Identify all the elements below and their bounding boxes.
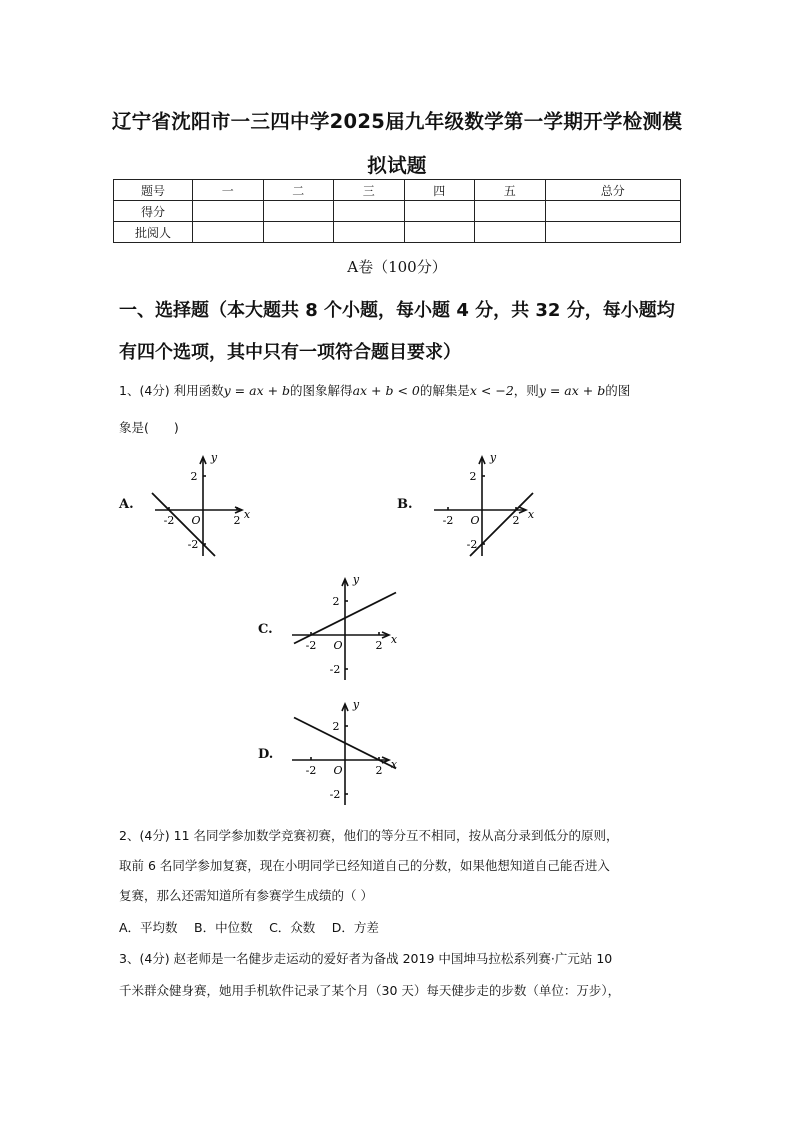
tick-label: 2: [375, 764, 383, 777]
tick-label: 2: [190, 470, 198, 483]
y-axis-label: y: [489, 451, 497, 464]
question-text: ，则: [513, 383, 539, 398]
section-heading-line2: 有四个选项，其中只有一项符合题目要求）: [119, 342, 461, 363]
function-line: [152, 493, 215, 556]
table-cell: 题号: [114, 180, 193, 201]
question-text: 1、(4分) 利用函数: [119, 383, 224, 398]
table-cell: [193, 201, 264, 222]
x-axis-label: x: [390, 633, 398, 646]
score-table: [113, 179, 681, 243]
table-cell: [475, 222, 546, 243]
tick-label: -2: [187, 538, 199, 551]
section-heading-line1: 一、选择题（本大题共 8 个小题，每小题 4 分，共 32 分，每小题均: [119, 300, 675, 321]
table-cell: [193, 222, 264, 243]
graph-option-d: [282, 697, 402, 809]
tick-label: 2: [332, 720, 340, 733]
tick-label: -2: [442, 514, 454, 527]
table-cell: 批阅人: [114, 222, 193, 243]
origin-label: O: [470, 514, 480, 527]
option-label-d: D.: [258, 747, 274, 762]
tick-label: 2: [512, 514, 520, 527]
question-2-options: A．平均数 B．中位数 C．众数 D．方差: [119, 920, 379, 935]
table-cell: [334, 201, 405, 222]
question-3-line1: 3、(4分) 赵老师是一名健步走运动的爱好者为备战 2019 中国坤马拉松系列赛·广元站 10: [119, 951, 613, 966]
table-cell: [545, 222, 681, 243]
question-2-line2: 取前 6 名同学参加复赛，现在小明同学已经知道自己的分数，如果他想知道自己能否进入: [119, 858, 610, 873]
y-axis-label: y: [210, 451, 218, 464]
x-axis-label: x: [527, 508, 535, 521]
tick-label: -2: [329, 788, 341, 801]
question-2-line1: 2、(4分) 11 名同学参加数学竞赛初赛，他们的等分互不相同，按从高分录到低分的原则，: [119, 828, 619, 843]
origin-label: O: [333, 764, 343, 777]
tick-label: 2: [469, 470, 477, 483]
table-cell: 一: [193, 180, 264, 201]
score-table-row: [114, 222, 681, 243]
table-cell: 五: [475, 180, 546, 201]
table-cell: [263, 222, 334, 243]
graph-option-b: [424, 450, 539, 560]
question-1-line2: 象是( ): [119, 420, 179, 435]
question-text: 的解集是: [419, 383, 470, 398]
paper-title-line2: 拟试题: [367, 154, 427, 177]
paper-a-heading: A卷（100分）: [347, 258, 447, 276]
x-axis-label: x: [390, 758, 398, 771]
graph-option-a: [145, 450, 255, 560]
tick-label: 2: [375, 639, 383, 652]
option-label-c: C.: [258, 622, 273, 637]
graph-option-c: [282, 572, 402, 684]
question-2-line3: 复赛，那么还需知道所有参赛学生成绩的（ ）: [119, 888, 373, 903]
math-expression: x < −2: [469, 383, 514, 398]
table-cell: [404, 201, 475, 222]
table-cell: 得分: [114, 201, 193, 222]
math-expression: ax + b < 0: [352, 383, 420, 398]
option-label-b: B.: [397, 497, 413, 512]
table-cell: [545, 201, 681, 222]
table-cell: [263, 201, 334, 222]
score-table-row: [114, 201, 681, 222]
origin-label: O: [333, 639, 343, 652]
option-label-a: A.: [119, 497, 134, 512]
table-cell: [404, 222, 475, 243]
tick-label: -2: [466, 538, 478, 551]
tick-label: -2: [163, 514, 175, 527]
table-cell: 四: [404, 180, 475, 201]
question-text: 的图: [605, 383, 631, 398]
score-table-header-row: [114, 180, 681, 201]
question-1-line1: [119, 381, 630, 399]
math-expression: y = ax + b: [223, 383, 291, 398]
paper-title-line1: 辽宁省沈阳市一三四中学2025届九年级数学第一学期开学检测模: [111, 110, 683, 133]
origin-label: O: [191, 514, 201, 527]
tick-label: 2: [233, 514, 241, 527]
tick-label: 2: [332, 595, 340, 608]
math-expression: y = ax + b: [538, 383, 606, 398]
question-3-line2: 千米群众健身赛，她用手机软件记录了某个月（30 天）每天健步走的步数（单位：万步），: [119, 983, 621, 998]
table-cell: [475, 201, 546, 222]
tick-label: -2: [305, 764, 317, 777]
table-cell: 三: [334, 180, 405, 201]
y-axis-label: y: [352, 573, 360, 586]
y-axis-label: y: [352, 698, 360, 711]
tick-label: -2: [305, 639, 317, 652]
tick-label: -2: [329, 663, 341, 676]
table-cell: 总分: [545, 180, 681, 201]
table-cell: [334, 222, 405, 243]
x-axis-label: x: [243, 508, 251, 521]
table-cell: 二: [263, 180, 334, 201]
question-text: 的图象解得: [290, 383, 353, 398]
